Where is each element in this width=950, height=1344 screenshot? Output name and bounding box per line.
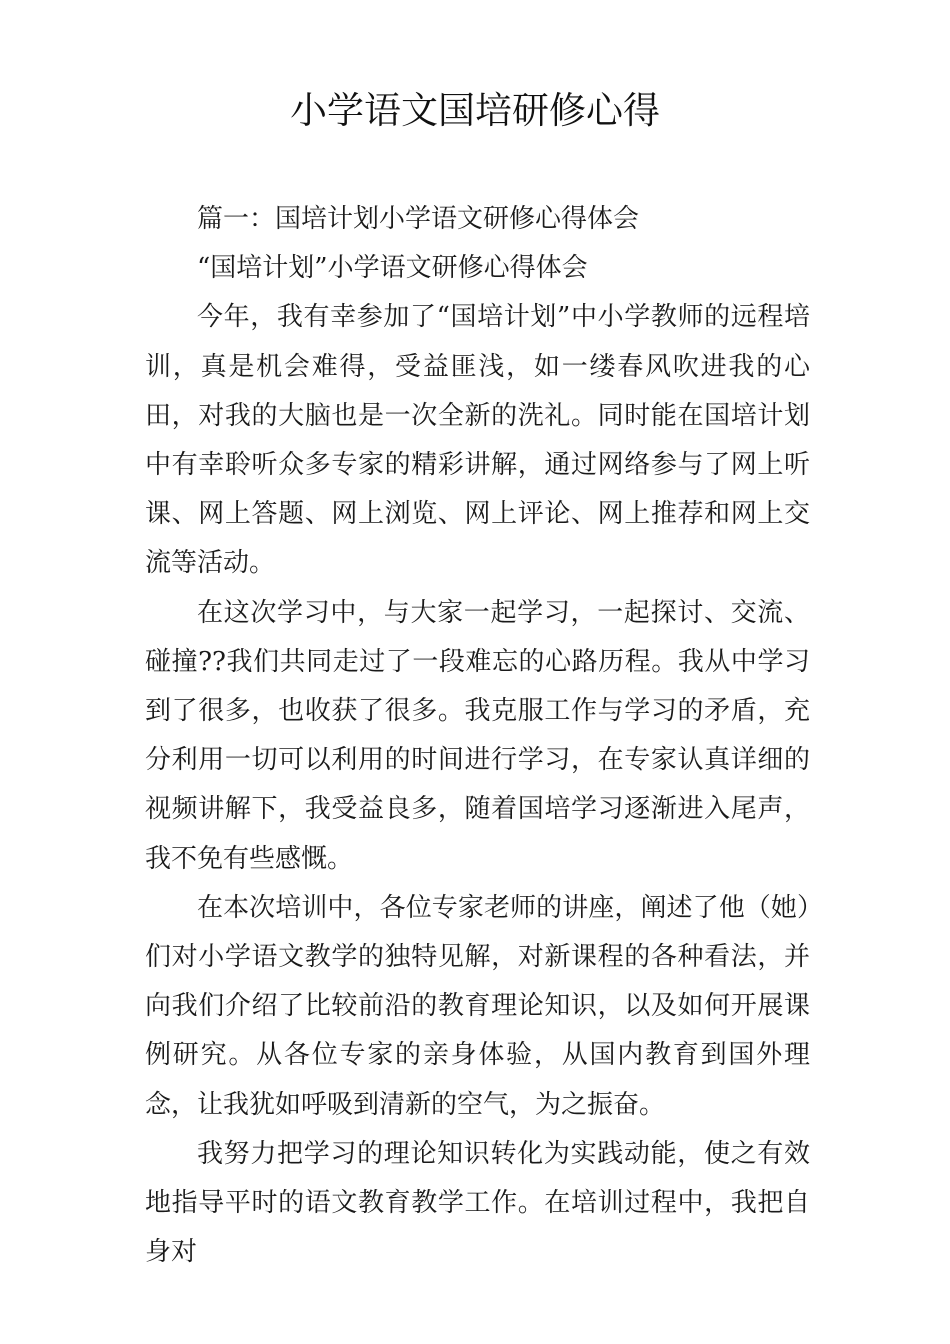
paragraph-heading: 篇一：国培计划小学语文研修心得体会 bbox=[197, 204, 640, 234]
document-body bbox=[145, 195, 810, 1277]
paragraph-subheading: “国培计划”小学语文研修心得体会 bbox=[197, 253, 588, 284]
document-title: 小学语文国培研修心得 bbox=[290, 89, 660, 132]
paragraph: 在本次培训中，各位专家老师的讲座，阐述了他（她）们对小学语文教学的独特见解，对新课程的各种看法，并向我们介绍了比较前沿的教育理论知识，以及如何开展课例研究。从各位专家的亲身体验，从国内教育到国外理念，让我犹如呼吸到清新的空气，为之振奋。 bbox=[145, 892, 810, 1120]
paragraph: 在这次学习中，与大家一起学习，一起探讨、交流、碰撞??我们共同走过了一段难忘的心路历程。我从中学习到了很多，也收获了很多。我克服工作与学习的矛盾，充分利用一切可以利用的时间进行学习，在专家认真详细的视频讲解下，我受益良多，随着国培学习逐渐进入尾声，我不免有些感慨。 bbox=[145, 597, 810, 874]
paragraph: 今年，我有幸参加了“国培计划”中小学教师的远程培训，真是机会难得，受益匪浅，如一缕春风吹进我的心田，对我的大脑也是一次全新的洗礼。同时能在国培计划中有幸聆听众多专家的精彩讲解，通过网络参与了网上听课、网上答题、网上浏览、网上评论、网上推荐和网上交流等活动。 bbox=[145, 302, 810, 579]
paragraph: 我努力把学习的理论知识转化为实践动能，使之有效地指导平时的语文教育教学工作。在培训过程中，我把自身对 bbox=[145, 1138, 810, 1268]
